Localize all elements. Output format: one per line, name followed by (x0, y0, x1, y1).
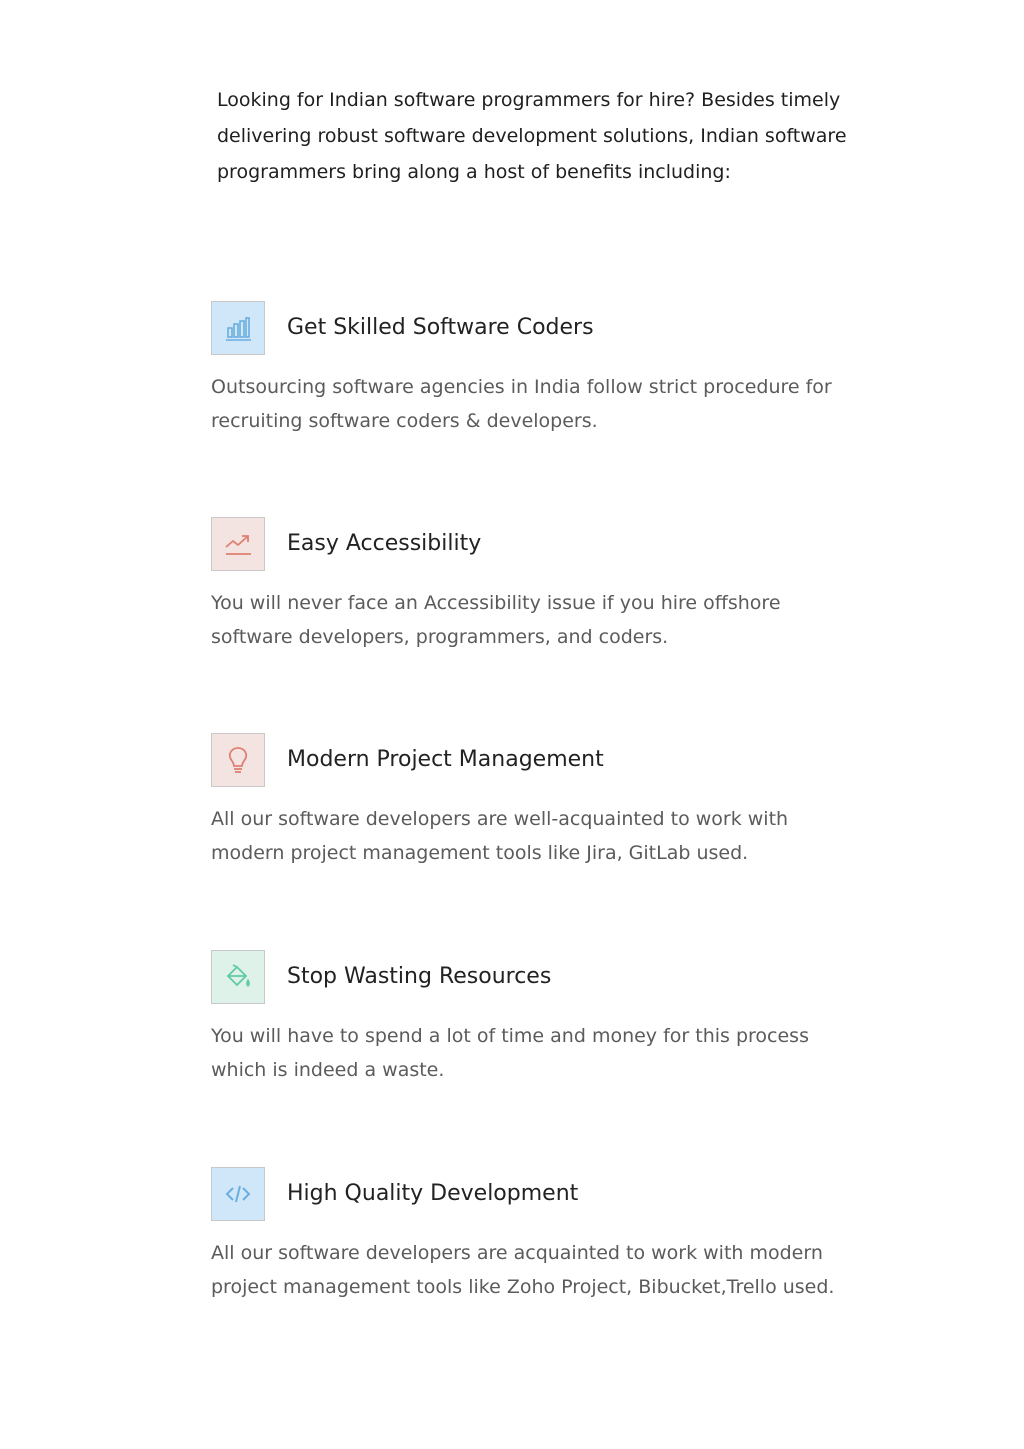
lightbulb-icon-graphic (223, 745, 253, 775)
feature-description: All our software developers are acquainted to work with modern project management tools like Zoho Project, Bibucket,Trello used. (211, 1242, 835, 1298)
feature-title: Modern Project Management (287, 747, 604, 772)
feature-item-project-management (211, 732, 851, 870)
feature-title: Easy Accessibility (287, 531, 482, 556)
trend-up-icon-graphic (223, 529, 253, 559)
feature-header (211, 732, 851, 788)
intro-paragraph: Looking for Indian software programmers for hire? Besides timely delivering robust software development solutions, Indian software programmers bring along a host of benefits including: (217, 89, 847, 183)
paint-bucket-icon (211, 950, 265, 1004)
feature-item-stop-wasting (211, 949, 851, 1087)
feature-item-skilled-coders (211, 300, 851, 438)
feature-title: High Quality Development (287, 1181, 579, 1206)
bar-chart-icon-graphic (223, 313, 253, 343)
bar-chart-icon (211, 301, 265, 355)
code-icon (211, 1167, 265, 1221)
feature-description: You will have to spend a lot of time and money for this process which is indeed a waste. (211, 1025, 809, 1081)
code-icon-graphic (223, 1179, 253, 1209)
trend-up-icon (211, 517, 265, 571)
feature-description: You will never face an Accessibility issue if you hire offshore software developers, programmers, and coders. (211, 592, 781, 648)
feature-description: Outsourcing software agencies in India follow strict procedure for recruiting software coders & developers. (211, 376, 832, 432)
feature-title: Get Skilled Software Coders (287, 315, 594, 340)
feature-header (211, 300, 851, 356)
feature-header (211, 949, 851, 1005)
feature-header (211, 1166, 851, 1222)
feature-description: All our software developers are well-acquainted to work with modern project management tools like Jira, GitLab used. (211, 808, 789, 864)
paint-bucket-icon-graphic (223, 962, 253, 992)
lightbulb-icon (211, 733, 265, 787)
feature-header (211, 516, 851, 572)
feature-title: Stop Wasting Resources (287, 964, 552, 989)
feature-item-quality-development (211, 1166, 851, 1304)
feature-item-accessibility (211, 516, 851, 654)
